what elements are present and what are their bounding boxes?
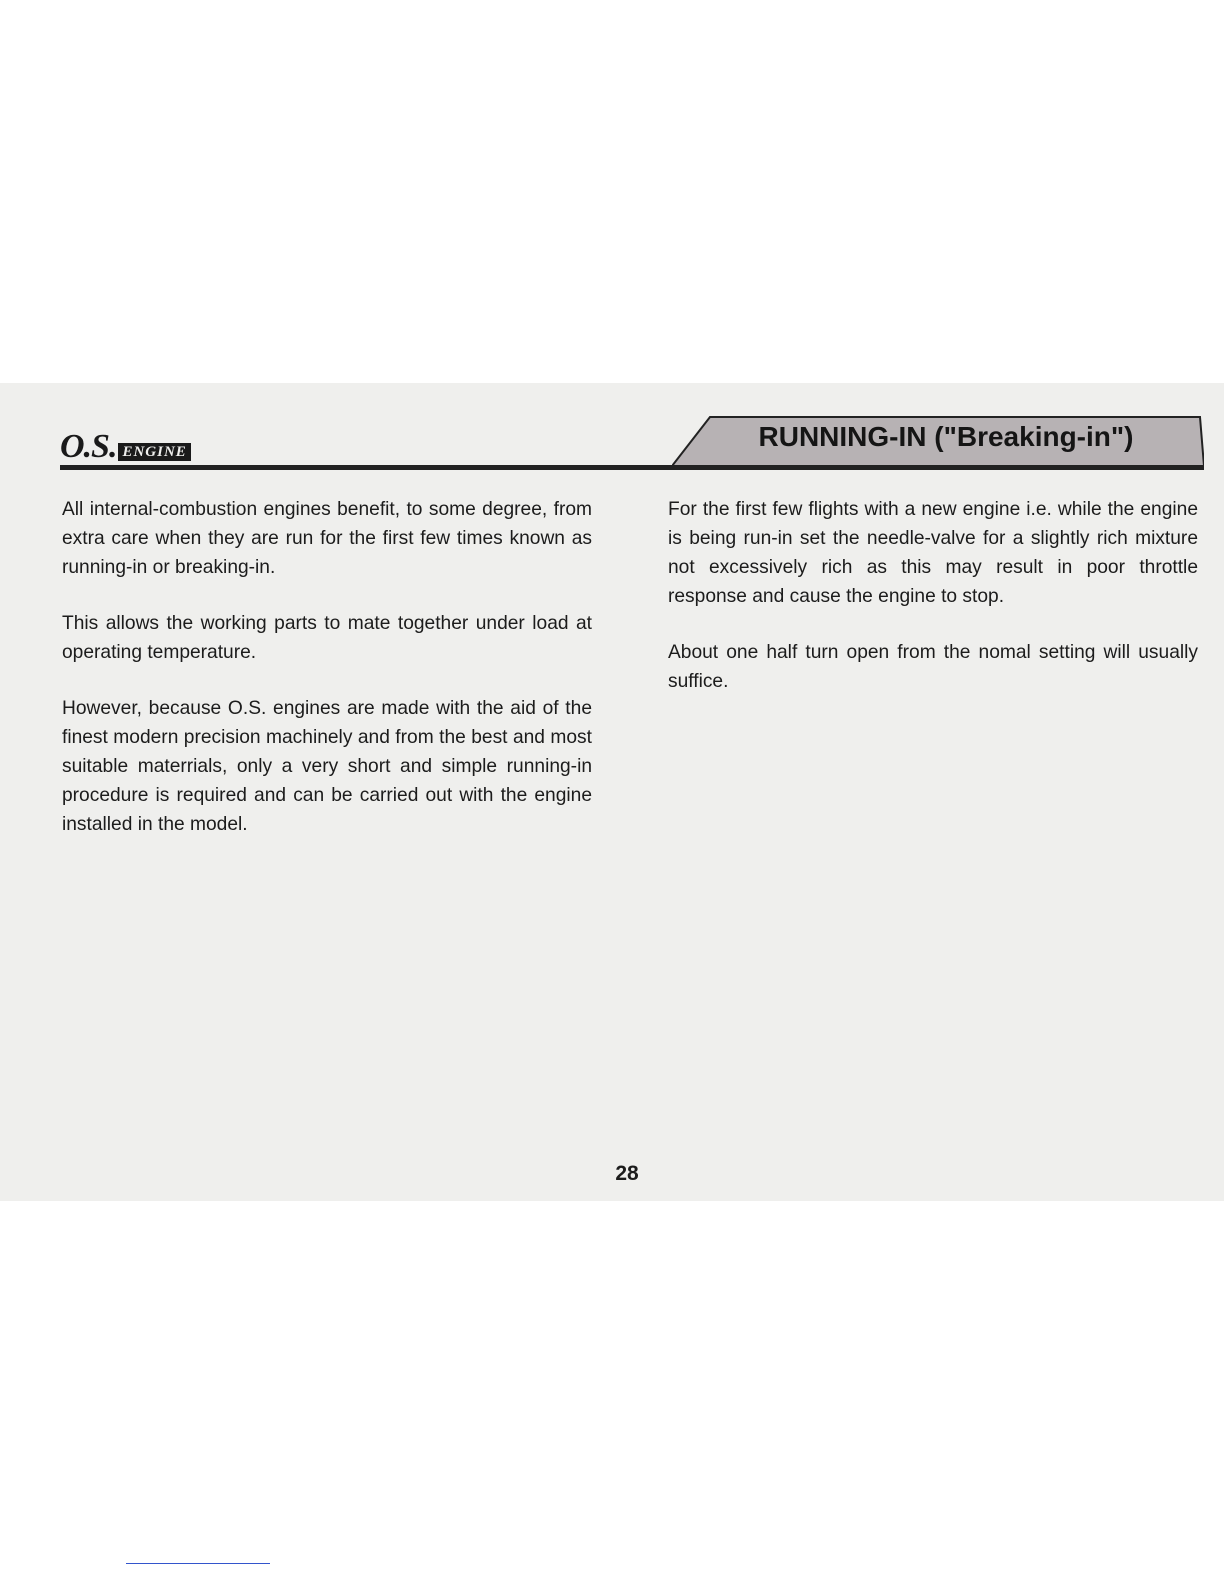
- paragraph: For the first few flights with a new engine i.e. while the engine is being run-in set the needle-valve for a slightly rich mixture not excessively rich as this may result in poor throttle response and cause the engine to stop.: [668, 499, 1198, 607]
- paragraph: However, because O.S. engines are made with the aid of the finest modern precision machinely and from the best and most suitable materrials, only a very short and simple running-in procedure is required and can be carried out with the engine installed in the model.: [62, 698, 592, 835]
- right-column: [668, 495, 1198, 723]
- paragraph: All internal-combustion engines benefit, to some degree, from extra care when they are run for the first few times known as running-in or breaking-in.: [62, 499, 592, 578]
- logo-brand: O.S.: [60, 428, 117, 465]
- paragraph: This allows the working parts to mate together under load at operating temperature.: [62, 613, 592, 663]
- logo-subtext: ENGINE: [118, 443, 190, 461]
- section-title: RUNNING-IN ("Breaking-in"): [758, 421, 1134, 452]
- paragraph: About one half turn open from the nomal setting will usually suffice.: [668, 642, 1198, 692]
- footnote-rule: [126, 1563, 270, 1564]
- left-column: [62, 495, 592, 866]
- os-engine-logo: [60, 414, 191, 464]
- page-number: 28: [615, 1162, 639, 1185]
- section-title-tab: [672, 416, 1204, 466]
